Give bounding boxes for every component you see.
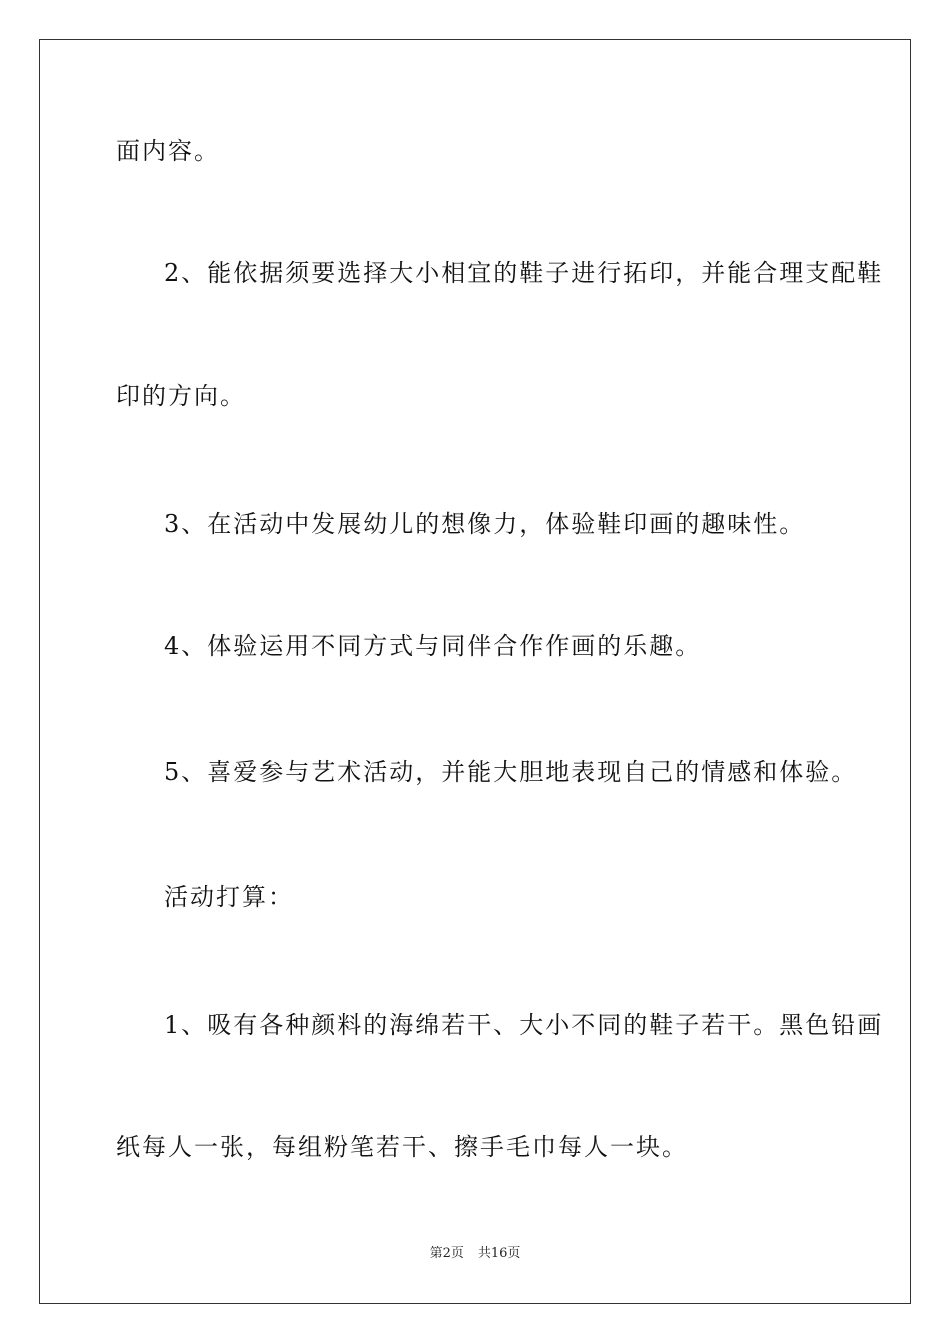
- text-line-5: 4、体验运用不同方式与同伴合作作画的乐趣。: [164, 632, 702, 660]
- text-line-6: 5、喜爱参与艺术活动，并能大胆地表现自己的情感和体验。: [164, 758, 858, 786]
- text-line-8: 1、吸有各种颜料的海绵若干、大小不同的鞋子若干。黑色铅画: [164, 1011, 884, 1039]
- page-footer: [0, 1246, 950, 1262]
- text-line-2: 2、能依据须要选择大小相宜的鞋子进行拓印，并能合理支配鞋: [164, 259, 884, 287]
- page-number-total: 共16页: [477, 1246, 521, 1261]
- text-line-3: 印的方向。: [116, 382, 246, 410]
- text-line-4: 3、在活动中发展幼儿的想像力，体验鞋印画的趣味性。: [164, 510, 806, 538]
- page-frame: [39, 39, 911, 1304]
- text-line-9: 纸每人一张，每组粉笔若干、擦手毛巾每人一块。: [116, 1133, 688, 1161]
- page-number-current: 第2页: [429, 1246, 464, 1261]
- section-heading: 活动打算：: [164, 883, 294, 911]
- text-line-1: 面内容。: [116, 137, 220, 165]
